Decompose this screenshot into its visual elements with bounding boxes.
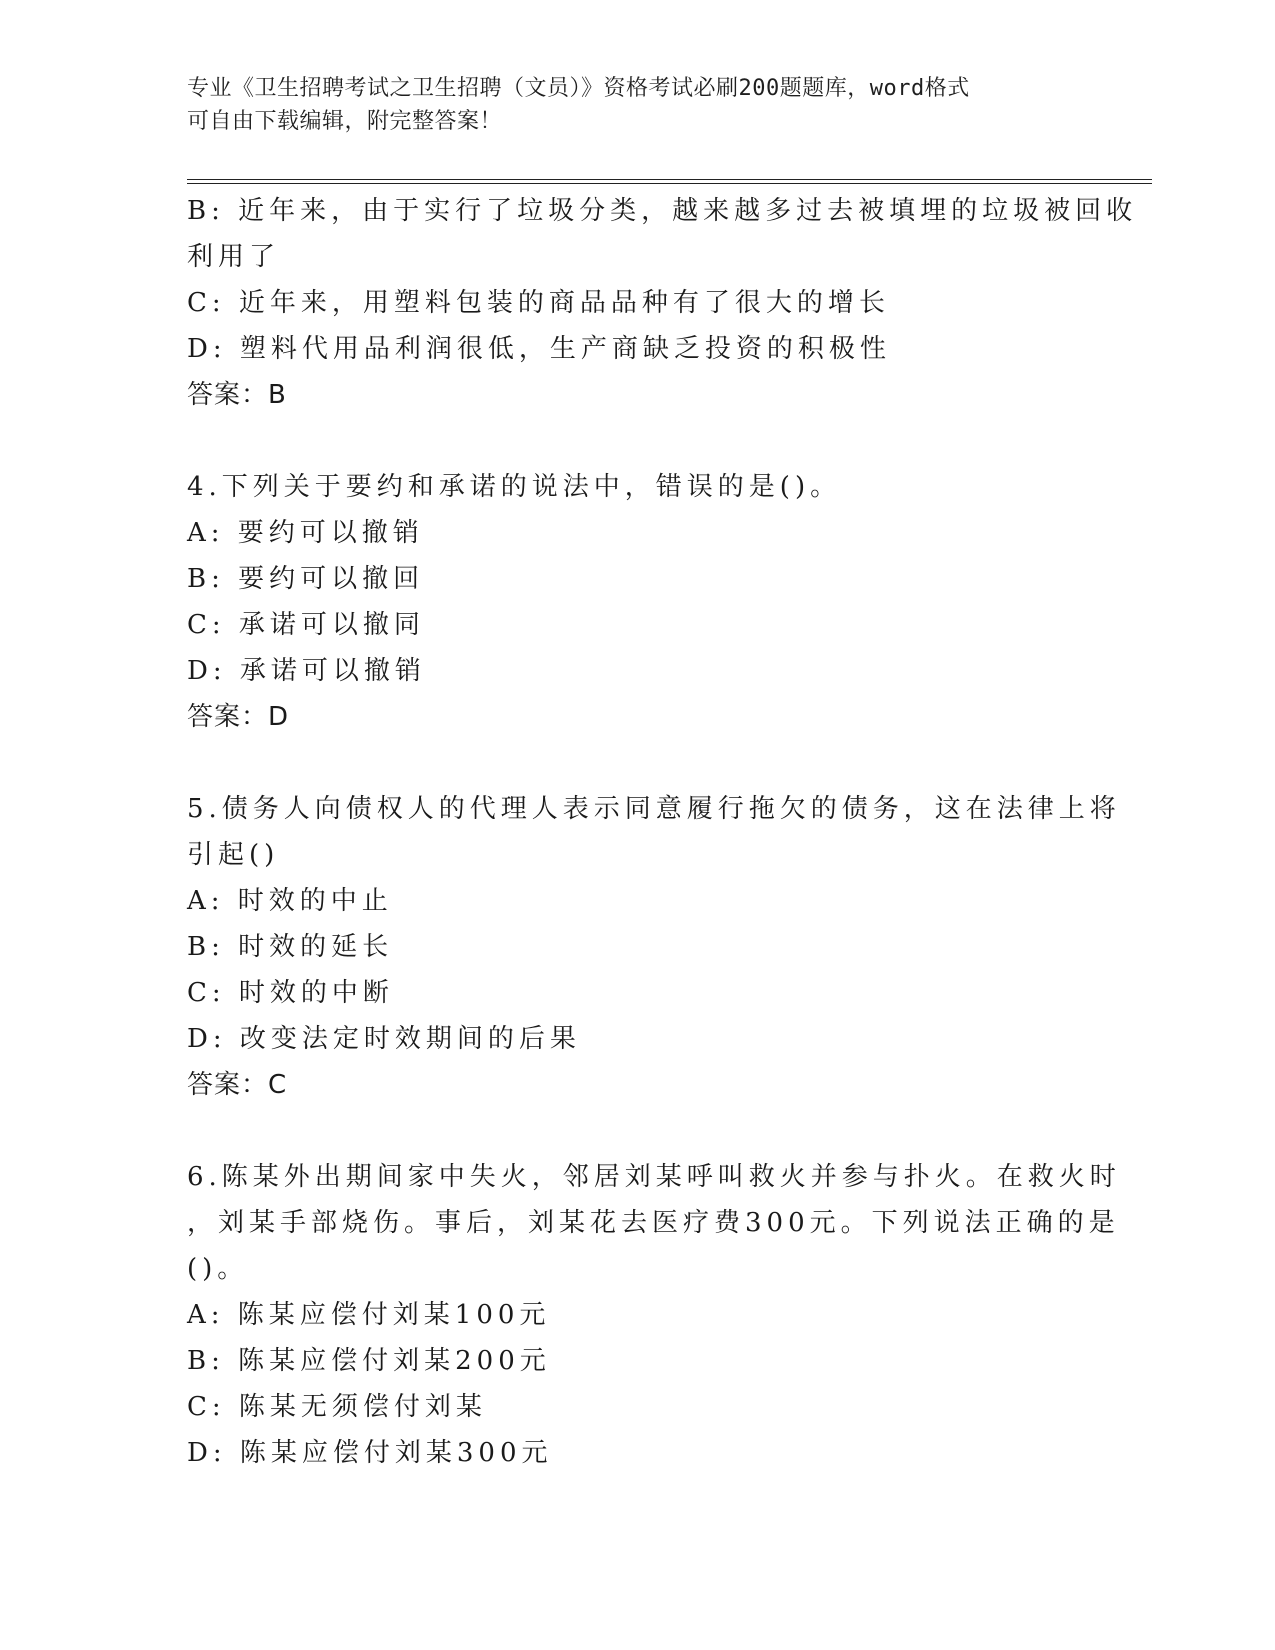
option-b: B: 要约可以撤回 <box>187 564 425 594</box>
option-c: C: 近年来，用塑料包装的商品品种有了很大的增长 <box>187 288 890 318</box>
question-text-line-1: 5.债务人向债权人的代理人表示同意履行拖欠的债务，这在法律上将 <box>187 794 1121 824</box>
option-b-line-2: 利用了 <box>187 242 281 272</box>
question-6 <box>187 1154 1121 1476</box>
question-4 <box>187 464 1087 740</box>
option-c: C: 承诺可以撤同 <box>187 610 425 640</box>
header-divider-bottom <box>187 183 1152 184</box>
spacer <box>187 1108 1087 1154</box>
question-list <box>187 188 1138 1476</box>
question-text-line-2: ，刘某手部烧伤。事后，刘某花去医疗费300元。下列说法正确的是 <box>187 1208 1120 1238</box>
option-b-line-1: B: 近年来，由于实行了垃圾分类，越来越多过去被填埋的垃圾被回收 <box>187 196 1138 226</box>
header-divider-top <box>187 179 1152 180</box>
question-text: 4.下列关于要约和承诺的说法中，错误的是()。 <box>187 472 842 502</box>
option-a: A: 陈某应偿付刘某100元 <box>187 1300 551 1330</box>
question-5 <box>187 786 1121 1108</box>
option-d: D: 承诺可以撤销 <box>187 656 426 686</box>
question-text-line-3: ()。 <box>187 1254 249 1284</box>
option-a: A: 要约可以撤销 <box>187 518 424 548</box>
spacer <box>187 418 1087 464</box>
option-a: A: 时效的中止 <box>187 886 393 916</box>
option-d: D: 改变法定时效期间的后果 <box>187 1024 581 1054</box>
option-d: D: 陈某应偿付刘某300元 <box>187 1438 553 1468</box>
option-b: B: 陈某应偿付刘某200元 <box>187 1346 551 1376</box>
answer: 答案：D <box>187 702 290 732</box>
header-line-1: 专业《卫生招聘考试之卫生招聘（文员）》资格考试必刷200题题库，word格式 <box>187 76 970 101</box>
question-text-line-2: 引起() <box>187 840 280 870</box>
header-line-2: 可自由下载编辑，附完整答案！ <box>187 109 503 134</box>
option-d: D: 塑料代用品利润很低，生产商缺乏投资的积极性 <box>187 334 891 364</box>
spacer <box>187 740 1087 786</box>
option-c: C: 时效的中断 <box>187 978 394 1008</box>
answer: 答案：B <box>187 380 287 410</box>
option-b: B: 时效的延长 <box>187 932 394 962</box>
question-3 <box>187 188 1138 418</box>
answer: 答案：C <box>187 1070 288 1100</box>
option-c: C: 陈某无须偿付刘某 <box>187 1392 487 1422</box>
question-text-line-1: 6.陈某外出期间家中失火，邻居刘某呼叫救火并参与扑火。在救火时 <box>187 1162 1121 1192</box>
document-header <box>187 72 1087 138</box>
